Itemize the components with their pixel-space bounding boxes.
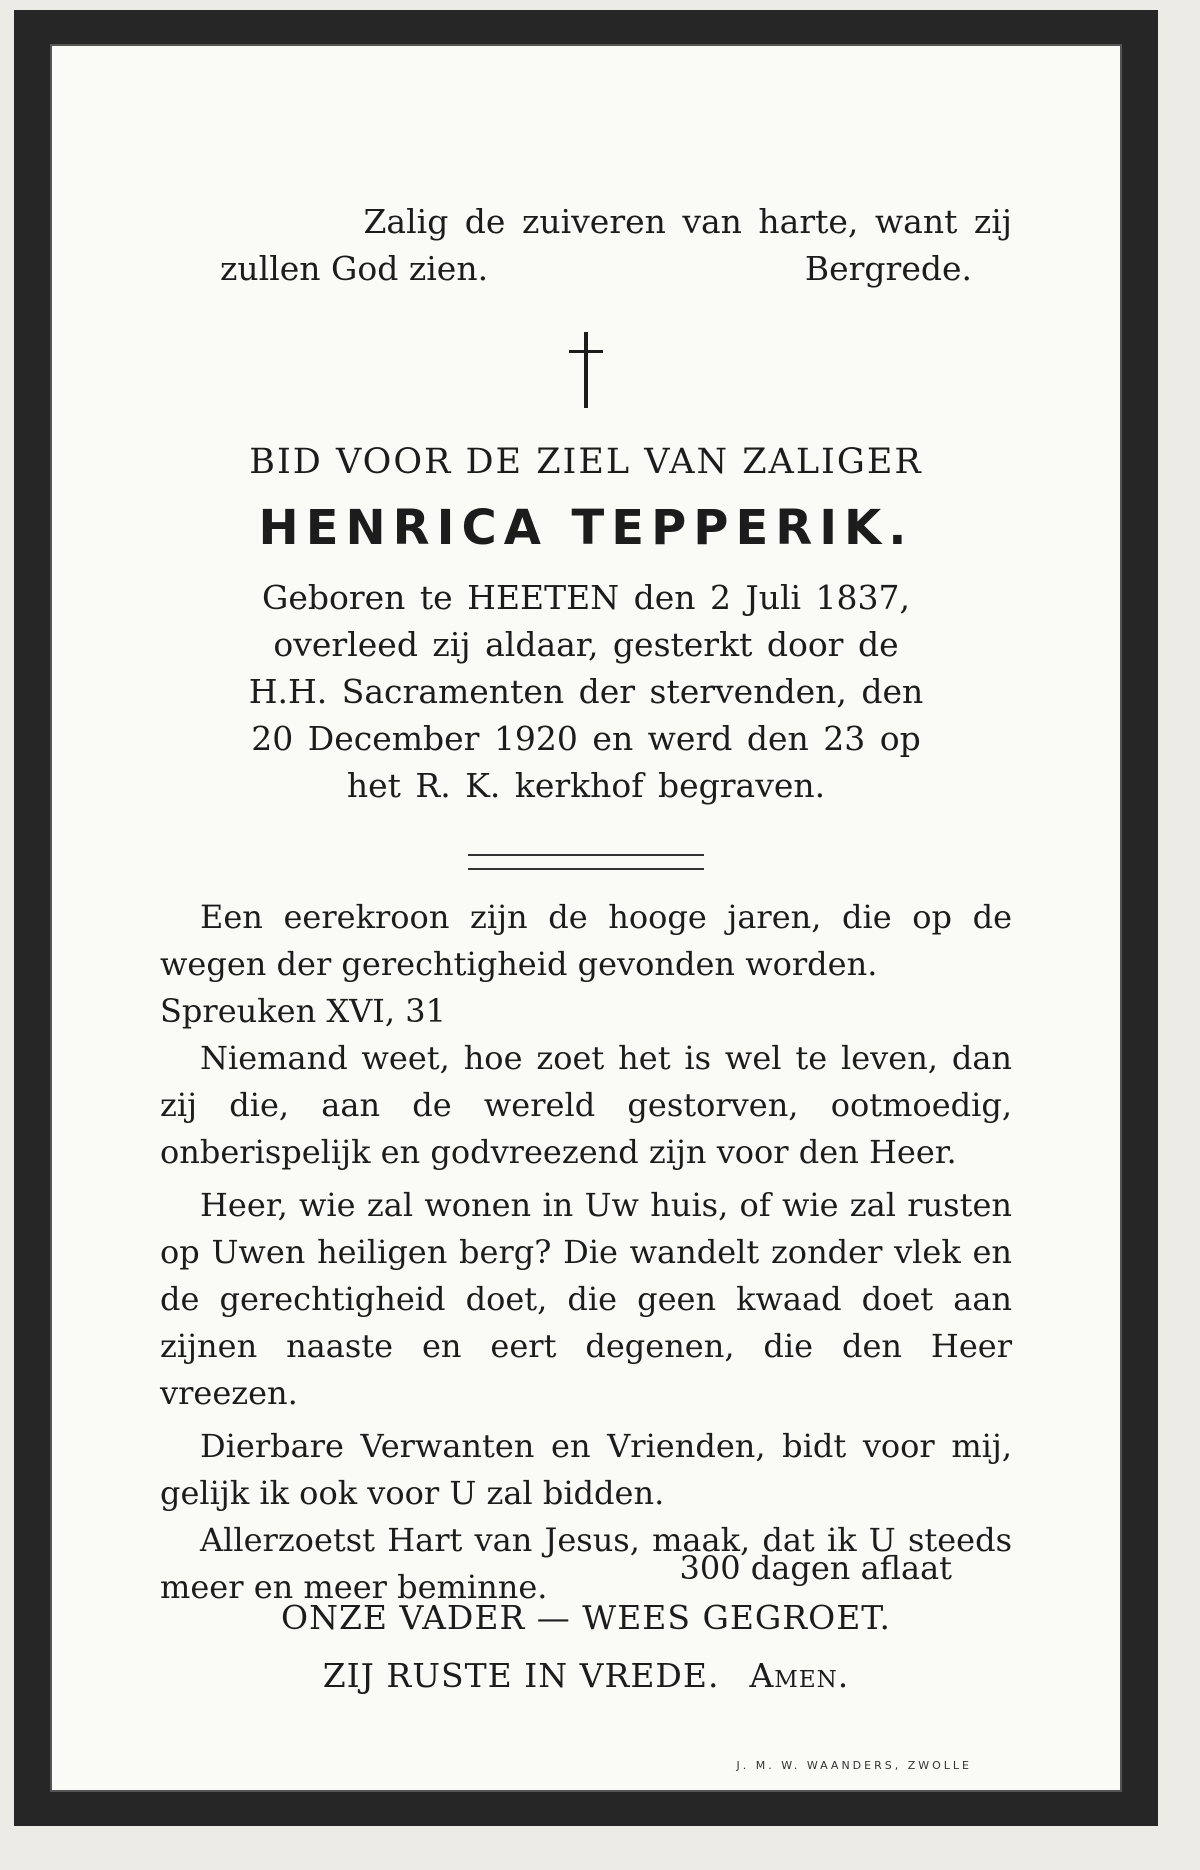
bio-line: het R. K. kerkhof begraven. xyxy=(346,766,826,805)
bio-line: H.H. Sacramenten der stervenden, den xyxy=(248,672,924,711)
prayer-paragraph-2: Niemand weet, hoe zoet het is wel te leven, dan zij die, aan de wereld gestorven, ootmoedig, onberispelijk en godvreezend zijn voor den Heer. xyxy=(160,1039,1012,1171)
pray-line: BID VOOR DE ZIEL VAN ZALIGER xyxy=(249,442,923,482)
epigraph-text: zullen God zien. xyxy=(220,249,489,288)
prayer-paragraph-1: Een eerekroon zijn de hooge jaren, die op de wegen der gerechtigheid gevonden worden. xyxy=(160,898,1012,983)
prayer-text xyxy=(160,894,1012,1611)
memorial-card xyxy=(14,10,1158,1826)
printer-imprint: J. M. W. WAANDERS, ZWOLLE xyxy=(736,1759,972,1772)
cross-icon xyxy=(563,330,609,410)
bio-line: 20 December 1920 en werd den 23 op xyxy=(251,719,921,758)
prayer-paragraph-3: Heer, wie zal wonen in Uw huis, of wie zal rusten op Uwen heiligen berg? Die wandelt zonder vlek en de gerechtigheid doet, die geen kwaad doet aan zijnen naaste en eert degenen, die den Heer vreezen. xyxy=(160,1186,1012,1412)
double-rule-divider xyxy=(468,854,704,870)
prayer-paragraph-5: Allerzoetst Hart van Jesus, maak, dat ik U steeds meer en meer beminne. xyxy=(160,1521,1012,1606)
deceased-name: HENRICA TEPPERIK. xyxy=(258,500,914,556)
epigraph-line-1: Zalig de zuiveren van harte, want zij xyxy=(363,202,1012,241)
closing-prayers: ONZE VADER — WEES GEGROET. xyxy=(281,1598,891,1637)
scripture-reference: Spreuken XVI, 31 xyxy=(160,992,446,1030)
epigraph-source: Bergrede. xyxy=(804,249,972,288)
card-paper xyxy=(50,44,1122,1792)
indulgence-note: 300 dagen aflaat xyxy=(679,1549,952,1587)
prayer-paragraph-4: Dierbare Verwanten en Vrienden, bidt voor mij, gelijk ik ook voor U zal bidden. xyxy=(160,1427,1012,1512)
biography xyxy=(160,574,1012,809)
bio-line: Geboren te HEETEN den 2 Juli 1837, xyxy=(261,578,911,617)
epigraph-line-2 xyxy=(160,245,1012,292)
closing-rest-in-peace xyxy=(160,1656,1012,1695)
bio-line: overleed zij aldaar, gesterkt door de xyxy=(273,625,899,664)
rest-in-peace-text: ZIJ RUSTE IN VREDE. xyxy=(322,1656,720,1695)
amen-text: Amen. xyxy=(749,1656,850,1695)
card-content xyxy=(160,154,1012,1772)
epigraph xyxy=(160,198,1012,292)
